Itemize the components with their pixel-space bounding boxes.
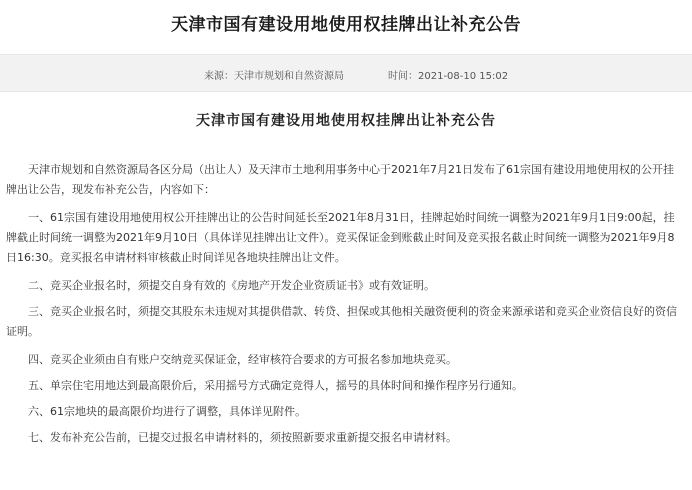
publish-time: 时间：2021-08-10 15:02 xyxy=(388,71,509,82)
paragraph-6: 六、61宗地块的最高限价均进行了调整，具体详见附件。 xyxy=(28,405,306,418)
paragraph-3: 三、竞买企业报名时，须提交其股东未违规对其提供借款、转贷、担保或其他相关融资便利的资金来源承诺和竞买企业资信良好的资信证明。 xyxy=(6,305,677,338)
article-title: 天津市国有建设用地使用权挂牌出让补充公告 xyxy=(196,113,496,129)
article-body xyxy=(6,160,682,454)
paragraph-1: 一、61宗国有建设用地使用权公开挂牌出让的公告时间延长至2021年8月31日，挂牌起始时间统一调整为2021年9月1日9:00起，挂牌截止时间统一调整为2021年9月10日（具体详见挂牌出让文件）。竞买保证金到账截止时间及竞买报名截止时间统一调整为2021年9月8日16:30。竞买报名申请材料审核截止时间详见各地块挂牌出让文件。 xyxy=(6,211,675,264)
page-title: 天津市国有建设用地使用权挂牌出让补充公告 xyxy=(171,15,521,35)
paragraph-2: 二、竞买企业报名时，须提交自身有效的《房地产开发企业资质证书》或有效证明。 xyxy=(28,279,435,292)
paragraph-7: 七、发布补充公告前，已提交过报名申请材料的，须按照新要求重新提交报名申请材料。 xyxy=(28,431,457,444)
paragraph-5: 五、单宗住宅用地达到最高限价后，采用摇号方式确定竞得人，摇号的具体时间和操作程序另行通知。 xyxy=(28,379,523,392)
paragraph-4: 四、竞买企业须由自有账户交纳竞买保证金，经审核符合要求的方可报名参加地块竞买。 xyxy=(28,353,457,366)
meta-bar xyxy=(0,54,692,92)
paragraph-intro: 天津市规划和自然资源局各区分局（出让人）及天津市土地利用事务中心于2021年7月21日发布了61宗国有建设用地使用权的公开挂牌出让公告，现发布补充公告，内容如下： xyxy=(6,163,674,196)
source-label: 来源：天津市规划和自然资源局 xyxy=(204,71,344,82)
